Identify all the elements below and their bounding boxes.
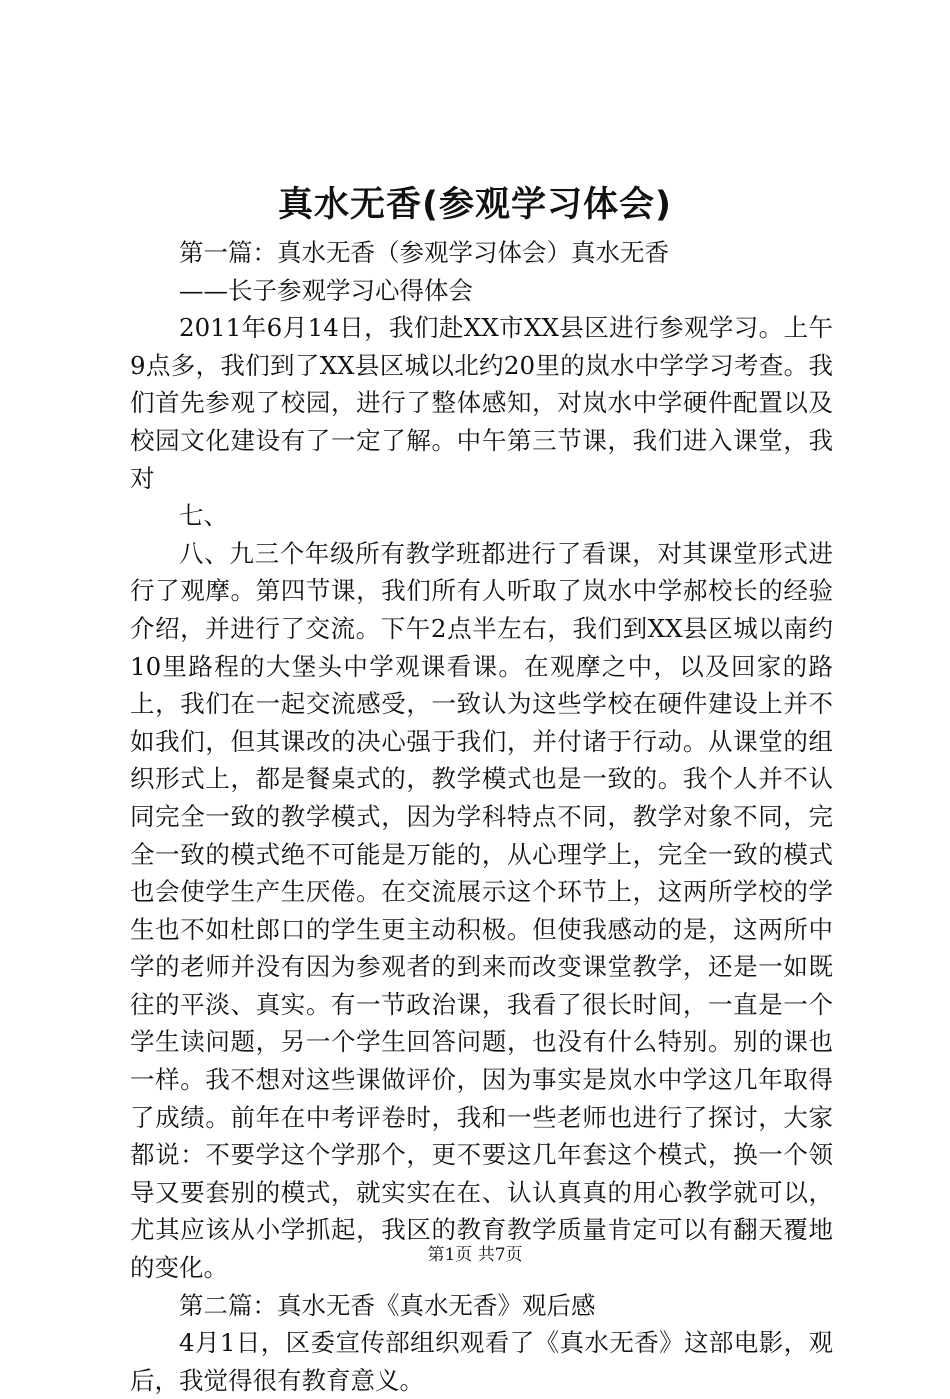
paragraph-subtitle: ——长子参观学习心得体会	[179, 275, 473, 305]
paragraph-body-1: 2011年6月14日，我们赴XX市XX县区进行参观学习。上午9点多，我们到了XX县区城以北约20里的岚水中学学习考查。我们首先参观了校园，进行了整体感知，对岚水中学硬件配置以及校园文化建设有了一定了解。中午第三节课，我们进入课堂，我对	[130, 313, 833, 493]
page-footer: 第1页 共7页	[427, 1245, 523, 1265]
paragraph-body-3: 八、九三个年级所有教学班都进行了看课，对其课堂形式进行了观摩。第四节课，我们所有人听取了岚水中学郝校长的经验介绍，并进行了交流。下午2点半左右，我们到XX县区城以南约10里路程的大堡头中学观课看课。在观摩之中，以及回家的路上，我们在一起交流感受，一致认为这些学校在硬件建设上并不如我们，但其课改的决心强于我们，并付诸于行动。从课堂的组织形式上，都是餐桌式的，教学模式也是一致的。我个人并不认同完全一致的教学模式，因为学科特点不同，教学对象不同，完全一致的模式绝不可能是万能的，从心理学上，完全一致的模式也会使学生产生厌倦。在交流展示这个环节上，这两所学校的学生也不如杜郎口的学生更主动积极。但使我感动的是，这两所中学的老师并没有因为参观者的到来而改变课堂教学，还是一如既往的平淡、真实。有一节政治课，我看了很长时间，一直是一个学生读问题，另一个学生回答问题，也没有什么特别。别的课也一样。我不想对这些课做评价，因为事实是岚水中学这几年取得了成绩。前年在中考评卷时，我和一些老师也进行了探讨，大家都说：不要学这个学那个，更不要这几年套这个模式，换一个领导又要套别的模式，就实实在在、认认真真的用心教学就可以，尤其应该从小学抓起，我区的教育教学质量肯定可以有翻天覆地的变化。	[130, 538, 833, 1283]
paragraph-body-2: 七、	[179, 501, 228, 531]
paragraph-body-4: 4月1日，区委宣传部组织观看了《真水无香》这部电影，观后，我觉得很有教育意义。	[130, 1328, 833, 1395]
paragraph-heading-part-1: 第一篇：真水无香（参观学习体会）真水无香	[179, 238, 669, 267]
document-title: 真水无香(参观学习体会)	[278, 185, 672, 225]
document-body	[130, 234, 833, 1399]
paragraph-heading-part-2: 第二篇：真水无香《真水无香》观后感	[179, 1290, 596, 1320]
